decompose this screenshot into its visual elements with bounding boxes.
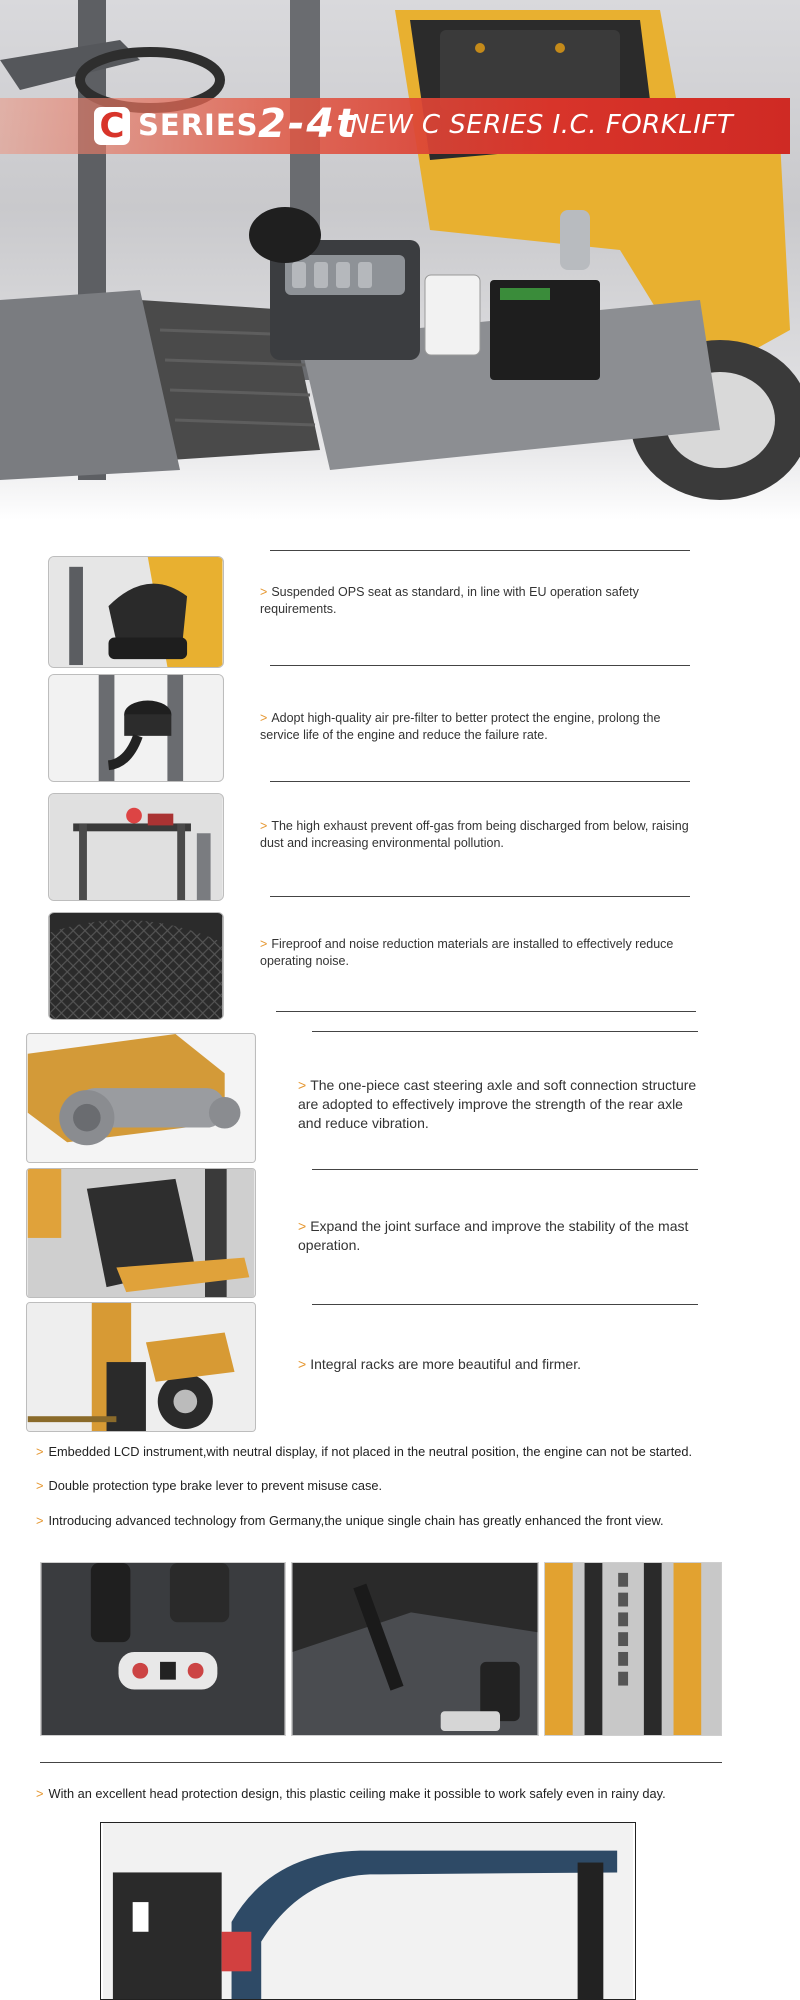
- hero-section: [0, 0, 800, 520]
- noise-reduction-material-photo: [48, 912, 224, 1020]
- steering-axle-photo: [26, 1033, 256, 1163]
- feature-text-integral-racks: > Integral racks are more beautiful and firmer.: [298, 1356, 581, 1372]
- divider: [270, 665, 690, 666]
- feature-text-air-prefilter: > Adopt high-quality air pre-filter to better protect the engine, prolong the service life of the engine and reduce the failure rate.: [260, 711, 661, 742]
- feature-text-noise-reduction: > Fireproof and noise reduction materials are installed to effectively reduce operating noise.: [260, 937, 674, 968]
- feature-text-high-exhaust: > The high exhaust prevent off-gas from being discharged from below, raising dust and increasing environmental pollution.: [260, 819, 689, 850]
- feature-text-ops-seat: > Suspended OPS seat as standard, in line with EU operation safety requirements.: [260, 585, 639, 616]
- divider: [312, 1031, 698, 1032]
- bullet-arrow-icon: >: [260, 585, 268, 599]
- ops-seat-photo: [48, 556, 224, 668]
- bullet-arrow-icon: >: [36, 1478, 44, 1493]
- series-label: SERIES: [138, 108, 259, 142]
- banner-subtitle: NEW C SERIES I.C. FORKLIFT: [350, 110, 734, 140]
- feature-text-mast-joint: > Expand the joint surface and improve the stability of the mast operation.: [298, 1218, 689, 1253]
- tonnage-label: 2-4t: [258, 101, 358, 147]
- feature-text-steering-axle: > The one-piece cast steering axle and soft connection structure are adopted to effectively improve the strength of the rear axle and reduce vibration.: [298, 1077, 697, 1131]
- bullet-arrow-icon: >: [260, 819, 268, 833]
- note-single-chain: > Introducing advanced technology from Germany,the unique single chain has greatly enhanced the front view.: [36, 1513, 664, 1528]
- series-logo-badge: C: [94, 107, 130, 145]
- title-banner: [0, 98, 790, 154]
- integral-racks-photo: [26, 1302, 256, 1432]
- mast-joint-photo: [26, 1168, 256, 1298]
- bullet-arrow-icon: >: [298, 1218, 307, 1234]
- engine-compartment-illustration: [0, 0, 800, 520]
- note-brake-lever: > Double protection type brake lever to prevent misuse case.: [36, 1478, 383, 1493]
- bullet-arrow-icon: >: [260, 937, 268, 951]
- lcd-instrument-photo: [40, 1562, 286, 1736]
- divider: [276, 1011, 696, 1012]
- bullet-arrow-icon: >: [36, 1444, 44, 1459]
- bullet-arrow-icon: >: [298, 1077, 307, 1093]
- divider: [270, 781, 690, 782]
- single-chain-photo: [544, 1562, 722, 1736]
- high-exhaust-photo: [48, 793, 224, 901]
- air-prefilter-photo: [48, 674, 224, 782]
- divider: [312, 1304, 698, 1305]
- divider: [270, 896, 690, 897]
- brake-lever-photo: [291, 1562, 539, 1736]
- bullet-arrow-icon: >: [36, 1513, 44, 1528]
- bullet-arrow-icon: >: [36, 1786, 44, 1801]
- plastic-ceiling-photo: [100, 1822, 636, 2000]
- divider: [270, 550, 690, 551]
- bullet-arrow-icon: >: [260, 711, 268, 725]
- note-lcd-instrument: > Embedded LCD instrument,with neutral display, if not placed in the neutral position, the engine can not be started.: [36, 1444, 693, 1459]
- note-plastic-ceiling: > With an excellent head protection design, this plastic ceiling make it possible to work safely even in rainy day.: [36, 1786, 666, 1801]
- divider: [312, 1169, 698, 1170]
- bullet-arrow-icon: >: [298, 1356, 307, 1372]
- divider: [40, 1762, 722, 1763]
